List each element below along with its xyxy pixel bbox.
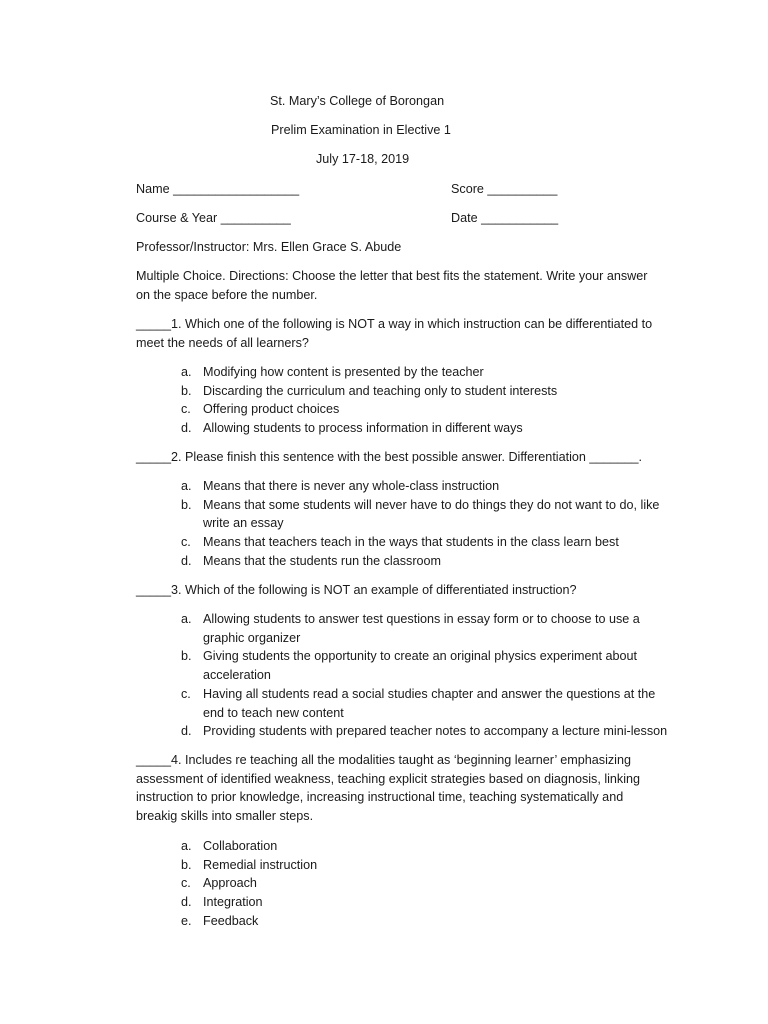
option-text: Means that teachers teach in the ways that students in the class learn best: [203, 535, 619, 550]
option-item: [181, 722, 671, 741]
option-item: [181, 893, 671, 912]
question-1: _____1. Which one of the following is NOT a way in which instruction can be differentiated to meet the needs of all learners?: [136, 317, 653, 350]
option-text: Offering product choices: [203, 402, 340, 417]
option-letter: c.: [181, 686, 191, 701]
option-item: [181, 685, 671, 722]
option-item: [181, 533, 671, 552]
option-letter: a.: [181, 612, 192, 626]
option-text: Modifying how content is presented by the teacher: [203, 365, 484, 379]
option-letter: d.: [181, 895, 192, 910]
option-item: [181, 382, 671, 401]
option-item: [181, 419, 671, 438]
professor-field: Professor/Instructor: Mrs. Ellen Grace S. Abude: [136, 240, 402, 254]
option-item: [181, 647, 671, 684]
option-text: Approach: [203, 876, 257, 891]
option-letter: b.: [181, 649, 192, 664]
directions: Multiple Choice. Directions: Choose the letter that best fits the statement. Write your answer on the space before the number.: [136, 269, 648, 302]
option-text: Allowing students to answer test questions in essay form or to choose to use a graphic organizer: [203, 612, 640, 645]
option-item: [181, 874, 671, 893]
option-letter: e.: [181, 913, 192, 928]
option-text: Feedback: [203, 913, 259, 928]
name-field: Name __________________: [136, 182, 300, 196]
option-letter: c.: [181, 402, 191, 417]
option-letter: d.: [181, 724, 192, 739]
option-letter: b.: [181, 497, 192, 512]
option-letter: c.: [181, 535, 191, 550]
option-text: Integration: [203, 895, 263, 910]
question-4: _____4. Includes re teaching all the modalities taught as ‘beginning learner’ emphasizing assessment of identified weakness, teaching explicit strategies based on diagnosis, linking instruction to prior knowledge, increasing instructional time, teaching systematically and breakig skills into smaller steps.: [136, 753, 641, 824]
option-text: Having all students read a social studies chapter and answer the questions at the end to teach new content: [203, 686, 656, 720]
course-year-field: Course & Year __________: [136, 211, 291, 225]
option-text: Remedial instruction: [203, 857, 318, 872]
option-letter: a.: [181, 365, 192, 379]
option-letter: d.: [181, 553, 192, 568]
score-field: Score __________: [451, 182, 558, 196]
question-2: _____2. Please finish this sentence with the best possible answer. Differentiation _______.: [136, 450, 642, 464]
option-text: Allowing students to process information in different ways: [203, 421, 523, 436]
option-text: Means that the students run the classroom: [203, 553, 442, 568]
option-item: [181, 856, 671, 875]
exam-date: July 17-18, 2019: [316, 152, 410, 166]
option-letter: a.: [181, 839, 192, 853]
option-letter: a.: [181, 479, 192, 493]
question-3-options: [181, 610, 671, 741]
question-3: _____3. Which of the following is NOT an example of differentiated instruction?: [136, 583, 577, 597]
question-2-options: [181, 477, 671, 571]
option-item: [181, 400, 671, 419]
option-text: Giving students the opportunity to create an original physics experiment about acceleration: [203, 649, 638, 683]
question-4-options: [181, 837, 671, 931]
option-item: [181, 610, 671, 647]
option-letter: b.: [181, 857, 192, 872]
option-letter: b.: [181, 383, 192, 398]
option-text: Providing students with prepared teacher notes to accompany a lecture mini-lesson: [203, 724, 668, 739]
exam-title: Prelim Examination in Elective 1: [271, 123, 451, 137]
option-text: Means that some students will never have to do things they do not want to do, like write an essay: [203, 497, 660, 531]
option-letter: c.: [181, 876, 191, 891]
option-text: Discarding the curriculum and teaching only to student interests: [203, 383, 558, 398]
option-item: [181, 496, 671, 533]
option-item: [181, 477, 671, 496]
question-1-options: [181, 363, 671, 438]
option-item: [181, 363, 671, 382]
option-text: Means that there is never any whole-class instruction: [203, 479, 500, 493]
school-name: St. Mary’s College of Borongan: [270, 94, 445, 108]
option-item: [181, 552, 671, 571]
option-letter: d.: [181, 421, 192, 436]
option-text: Collaboration: [203, 839, 278, 853]
option-item: [181, 837, 671, 856]
option-item: [181, 912, 671, 931]
date-field: Date ___________: [451, 211, 559, 225]
